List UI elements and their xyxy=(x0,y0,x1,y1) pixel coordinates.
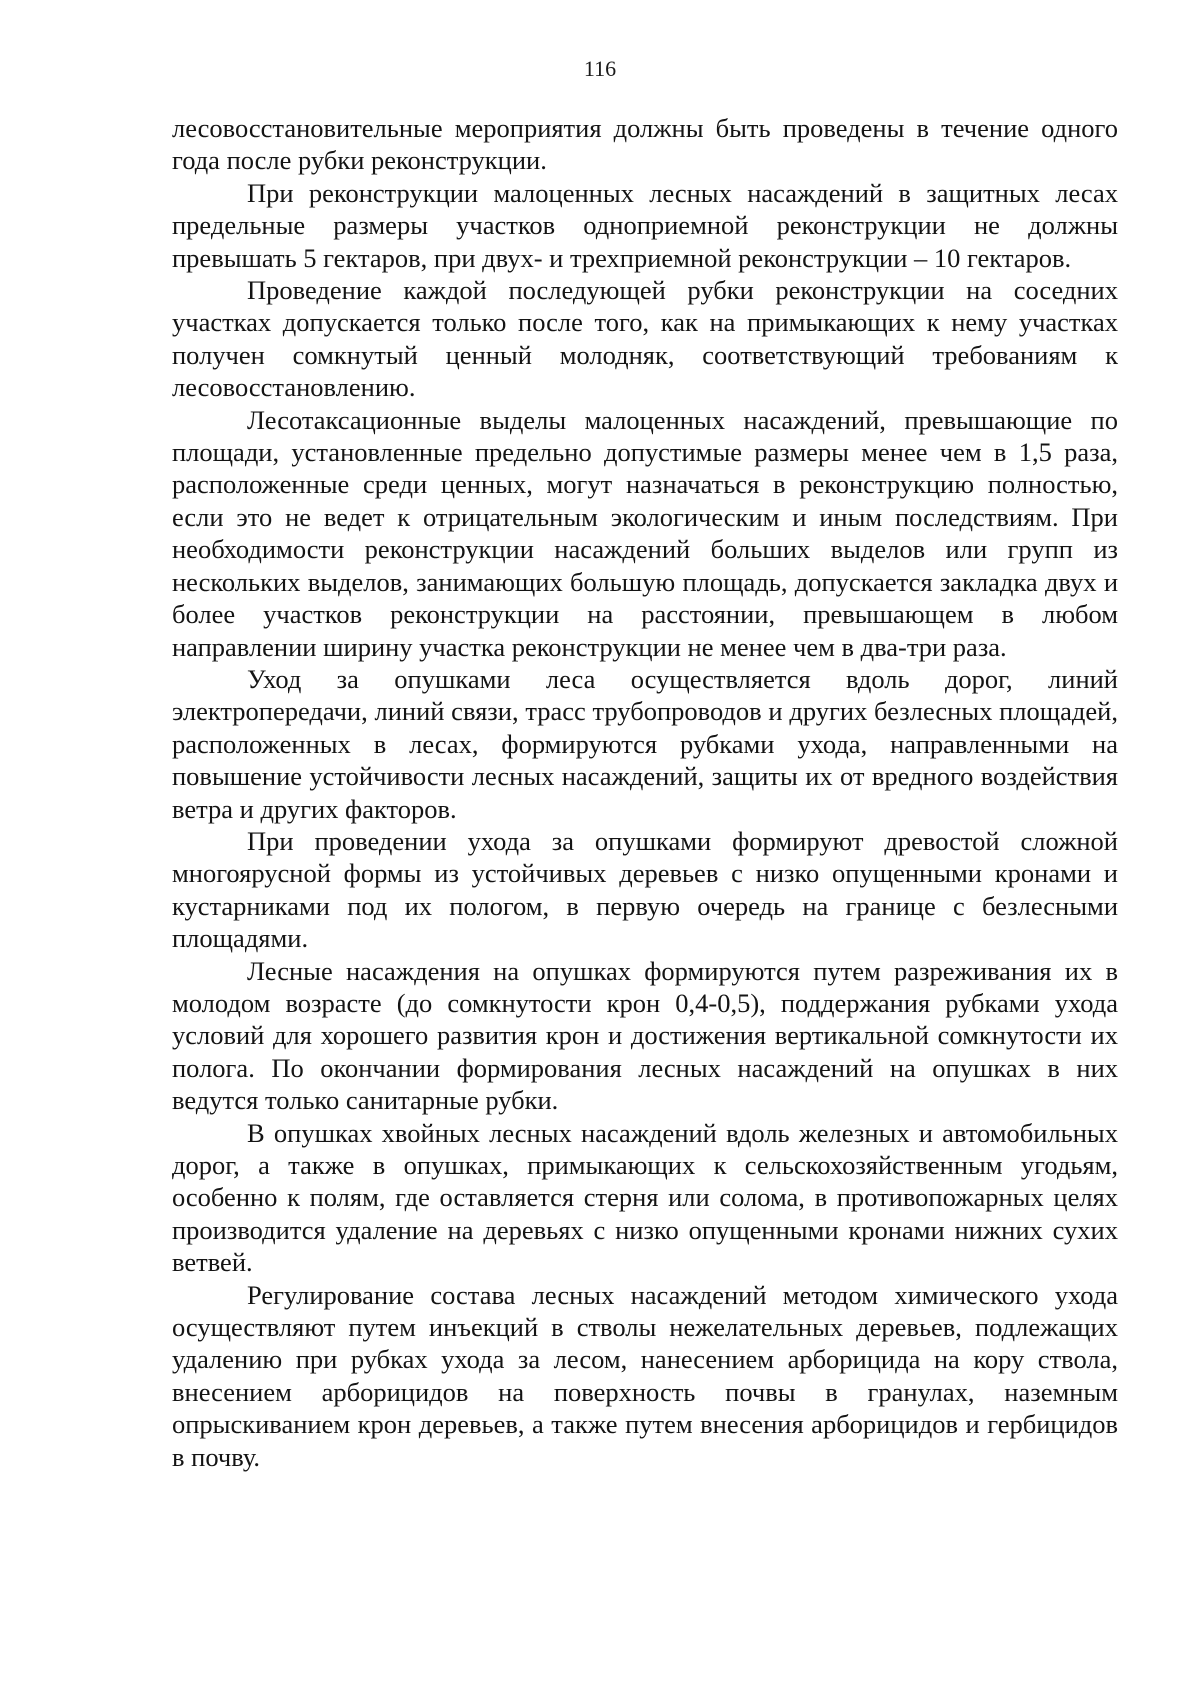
document-body xyxy=(172,112,1118,1473)
page-number: 116 xyxy=(583,56,617,81)
paragraph: Проведение каждой последующей рубки реконструкции на соседних участках допускается только после того, как на примыкающих к нему участках получен сомкнутый ценный молодняк, соответствующий требованиям к лесовосстановлению. xyxy=(172,275,1118,403)
paragraph: Регулирование состава лесных насаждений методом химического ухода осуществляют путем инъекций в стволы нежелательных деревьев, подлежащих удалению при рубках ухода за лесом, нанесением арборицида на кору ствола, внесением арборицидов на поверхность почвы в гранулах, наземным опрыскиванием крон деревьев, а также путем внесения арборицидов и гербицидов в почву. xyxy=(172,1279,1118,1472)
paragraph: Лесные насаждения на опушках формируются путем разреживания их в молодом возрасте (до сомкнутости крон 0,4-0,5), поддержания рубками ухода условий для хорошего развития крон и достижения вертикальной сомкнутости их полога. По окончании формирования лесных насаждений на опушках в них ведутся только санитарные рубки. xyxy=(172,955,1118,1116)
paragraph: При проведении ухода за опушками формируют древостой сложной многоярусной формы из устойчивых деревьев с низко опущенными кронами и кустарниками под их пологом, в первую очередь на границе с безлесными площадями. xyxy=(172,825,1118,954)
paragraph: Уход за опушками леса осуществляется вдоль дорог, линий электропередачи, линий связи, трасс трубопроводов и других безлесных площадей, расположенных в лесах, формируются рубками ухода, направленными на повышение устойчивости лесных насаждений, защиты их от вредного воздействия ветра и других факторов. xyxy=(172,663,1118,824)
paragraph: Лесотаксационные выделы малоценных насаждений, превышающие по площади, установленные предельно допустимые размеры менее чем в 1,5 раза, расположенные среди ценных, могут назначаться в реконструкцию полностью, если это не ведет к отрицательным экологическим и иным последствиям. При необходимости реконструкции насаждений больших выделов или групп из нескольких выделов, занимающих большую площадь, допускается закладка двух и более участков реконструкции на расстоянии, превышающем в любом направлении ширину участка реконструкции не менее чем в два-три раза. xyxy=(172,404,1118,662)
paragraph-continuation: лесовосстановительные мероприятия должны быть проведены в течение одного года после рубки реконструкции. xyxy=(172,113,1118,176)
paragraph: При реконструкции малоценных лесных насаждений в защитных лесах предельные размеры участков одноприемной реконструкции не должны превышать 5 гектаров, при двух- и трехприемной реконструкции – 10 гектаров. xyxy=(172,177,1118,273)
paragraph: В опушках хвойных лесных насаждений вдоль железных и автомобильных дорог, а также в опушках, примыкающих к сельскохозяйственным угодьям, особенно к полям, где оставляется стерня или солома, в противопожарных целях производится удаление на деревьях с низко опущенными кронами нижних сухих ветвей. xyxy=(172,1117,1118,1278)
